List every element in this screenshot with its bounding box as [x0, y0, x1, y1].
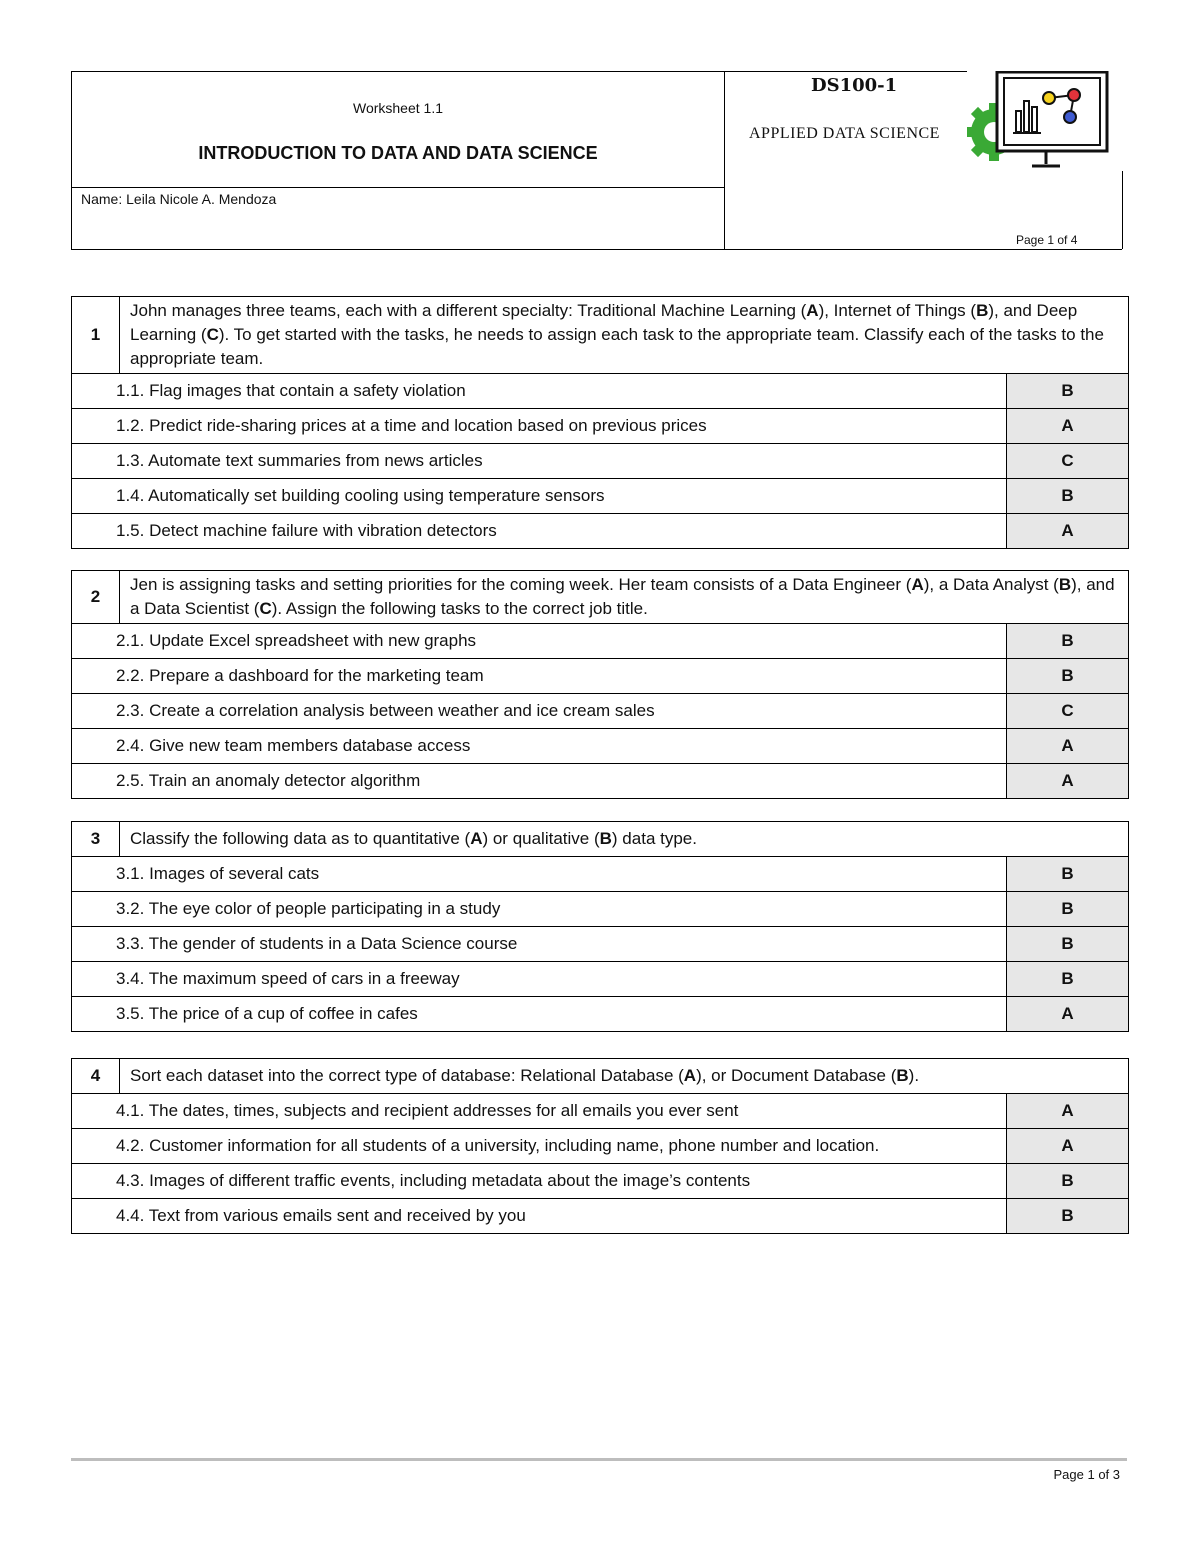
prompt-text: ), Internet of Things (	[818, 301, 977, 320]
item-text: 4.3. Images of different traffic events, including metadata about the image’s contents	[72, 1164, 1007, 1199]
prompt-option: C	[206, 325, 219, 344]
prompt-text: ). To get started with the tasks, he needs to assign each task to the appropriate team. Classify each of the tasks to the appropriate team.	[130, 325, 1104, 368]
item-text: 2.2. Prepare a dashboard for the marketing team	[72, 659, 1007, 694]
chart-bar	[1024, 101, 1029, 132]
prompt-text: ), or Document Database (	[696, 1066, 897, 1085]
prompt-option: B	[896, 1066, 909, 1085]
table-row	[72, 444, 1129, 479]
answer-cell[interactable]: B	[1006, 374, 1128, 409]
question-prompt	[120, 1059, 1129, 1094]
table-row	[72, 694, 1129, 729]
answer-cell[interactable]: B	[1007, 659, 1129, 694]
student-name: Name: Leila Nicole A. Mendoza	[81, 191, 277, 207]
table-row	[72, 659, 1129, 694]
question-prompt	[120, 822, 1129, 857]
monitor-frame	[997, 72, 1107, 151]
blue-node-icon	[1064, 111, 1076, 123]
red-node-icon	[1068, 89, 1080, 101]
question-prompt	[120, 297, 1129, 374]
prompt-text: John manages three teams, each with a different specialty: Traditional Machine Learning (	[130, 301, 807, 320]
prompt-text: ) or qualitative (	[482, 829, 600, 848]
question-prompt	[120, 571, 1129, 624]
prompt-option: A	[911, 575, 924, 594]
answer-cell[interactable]: B	[1006, 1164, 1128, 1199]
answer-cell[interactable]: C	[1006, 444, 1128, 479]
table-row	[72, 764, 1129, 799]
data-science-monitor-icon	[967, 71, 1123, 171]
answer-cell[interactable]: B	[1006, 927, 1128, 962]
header-right	[725, 72, 1123, 249]
prompt-option: B	[599, 829, 612, 848]
item-text: 1.3. Automate text summaries from news articles	[72, 444, 1007, 479]
item-text: 2.4. Give new team members database access	[72, 729, 1007, 764]
table-row	[72, 892, 1129, 927]
item-text: 3.2. The eye color of people participating in a study	[72, 892, 1007, 927]
footer-page-number: Page 1 of 3	[1053, 1467, 1120, 1482]
table-row	[72, 374, 1129, 409]
answer-cell[interactable]: A	[1006, 409, 1128, 444]
question-number: 2	[72, 571, 120, 624]
answer-cell[interactable]: A	[1006, 1129, 1128, 1164]
question-number: 1	[72, 297, 120, 374]
question-header-row	[72, 297, 1129, 374]
header-title-cell	[72, 72, 724, 188]
course-code: DS100-1	[811, 75, 898, 96]
prompt-option: B	[1058, 575, 1072, 594]
answer-cell[interactable]: B	[1007, 624, 1129, 659]
answer-cell[interactable]: A	[1006, 997, 1128, 1032]
question-header-row	[72, 571, 1129, 624]
question-table-4	[71, 1058, 1129, 1234]
item-text: 3.4. The maximum speed of cars in a freeway	[72, 962, 1007, 997]
item-text: 4.2. Customer information for all students of a university, including name, phone number and location.	[72, 1129, 1007, 1164]
item-text: 2.5. Train an anomaly detector algorithm	[72, 764, 1007, 799]
answer-cell[interactable]: A	[1006, 1094, 1128, 1129]
item-text: 3.1. Images of several cats	[72, 857, 1007, 892]
answer-cell[interactable]: B	[1006, 479, 1128, 514]
answer-cell[interactable]: A	[1007, 764, 1129, 799]
item-text: 2.1. Update Excel spreadsheet with new graphs	[72, 624, 1007, 659]
chart-bar	[1032, 107, 1037, 132]
item-text: 1.2. Predict ride-sharing prices at a time and location based on previous prices	[72, 409, 1007, 444]
prompt-option: A	[683, 1066, 697, 1085]
table-row	[72, 927, 1129, 962]
table-row	[72, 857, 1129, 892]
table-row	[72, 514, 1129, 549]
worksheet-title: INTRODUCTION TO DATA AND DATA SCIENCE	[198, 143, 598, 163]
prompt-option: B	[976, 301, 989, 320]
prompt-option: C	[259, 599, 272, 618]
answer-cell[interactable]: B	[1006, 962, 1128, 997]
table-row	[72, 1199, 1129, 1234]
table-row	[72, 962, 1129, 997]
item-text: 3.5. The price of a cup of coffee in cafes	[72, 997, 1007, 1032]
monitor-icon	[997, 72, 1107, 166]
chart-bar	[1016, 111, 1021, 132]
question-header-row	[72, 822, 1129, 857]
answer-cell[interactable]: B	[1006, 857, 1128, 892]
answer-cell[interactable]: A	[1007, 729, 1129, 764]
item-text: 1.5. Detect machine failure with vibration detectors	[72, 514, 1007, 549]
table-row	[72, 1164, 1129, 1199]
table-row	[72, 1129, 1129, 1164]
prompt-text: ), a Data Analyst (	[923, 575, 1059, 594]
answer-cell[interactable]: C	[1007, 694, 1129, 729]
prompt-text: Jen is assigning tasks and setting priorities for the coming week. Her team consists of a Data Engineer (	[130, 575, 912, 594]
table-row	[72, 729, 1129, 764]
prompt-text: Sort each dataset into the correct type of database: Relational Database (	[130, 1066, 684, 1085]
prompt-text: Classify the following data as to quantitative (	[130, 829, 471, 848]
course-name: APPLIED DATA SCIENCE	[749, 125, 940, 142]
prompt-text: ).	[908, 1066, 920, 1085]
question-table-1	[71, 296, 1129, 549]
question-table-3	[71, 821, 1129, 1032]
item-text: 3.3. The gender of students in a Data Science course	[72, 927, 1007, 962]
item-text: 2.3. Create a correlation analysis between weather and ice cream sales	[72, 694, 1007, 729]
prompt-text: ), and a Data Scientist (	[130, 575, 1115, 618]
answer-cell[interactable]: A	[1006, 514, 1128, 549]
footer-divider	[71, 1458, 1127, 1461]
item-text: 4.1. The dates, times, subjects and recipient addresses for all emails you ever sent	[72, 1094, 1007, 1129]
worksheet-label: Worksheet 1.1	[352, 100, 443, 116]
question-number: 3	[72, 822, 120, 857]
question-table-2	[71, 570, 1129, 799]
yellow-node-icon	[1043, 92, 1055, 104]
prompt-text: ), and Deep Learning (	[130, 301, 1078, 344]
table-row	[72, 1094, 1129, 1129]
item-text: 1.4. Automatically set building cooling using temperature sensors	[72, 479, 1007, 514]
table-row	[72, 624, 1129, 659]
answer-cell[interactable]: B	[1006, 1199, 1128, 1234]
table-row	[72, 997, 1129, 1032]
worksheet-header	[71, 71, 1122, 250]
prompt-option: A	[470, 829, 483, 848]
item-text: 4.4. Text from various emails sent and received by you	[72, 1199, 1007, 1234]
prompt-text: ). Assign the following tasks to the correct job title.	[271, 599, 648, 618]
prompt-option: A	[806, 301, 819, 320]
answer-cell[interactable]: B	[1006, 892, 1128, 927]
table-row	[72, 409, 1129, 444]
header-page-number: Page 1 of 4	[1016, 233, 1078, 247]
question-number: 4	[72, 1059, 120, 1094]
item-text: 1.1. Flag images that contain a safety violation	[72, 374, 1007, 409]
table-row	[72, 479, 1129, 514]
header-left	[72, 72, 725, 249]
prompt-text: ) data type.	[611, 829, 697, 848]
question-header-row	[72, 1059, 1129, 1094]
